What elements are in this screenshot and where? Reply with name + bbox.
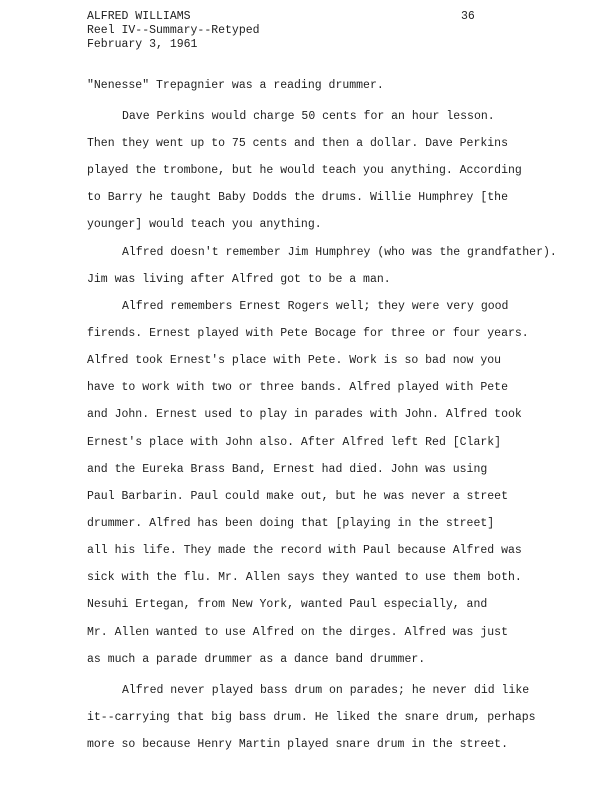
header-date: February 3, 1961 (87, 38, 198, 51)
header-reel: Reel IV--Summary--Retyped (87, 24, 260, 37)
text-line: and John. Ernest used to play in parades with John. Alfred took (87, 408, 522, 421)
text-line: it--carrying that big bass drum. He liked the snare drum, perhaps (87, 711, 536, 724)
text-line: Mr. Allen wanted to use Alfred on the dirges. Alfred was just (87, 626, 508, 639)
text-line: all his life. They made the record with Paul because Alfred was (87, 544, 522, 557)
text-line: Alfred took Ernest's place with Pete. Work is so bad now you (87, 354, 502, 367)
text-line: Alfred remembers Ernest Rogers well; they were very good (122, 300, 509, 313)
header-name: ALFRED WILLIAMS (87, 10, 191, 23)
text-line: firends. Ernest played with Pete Bocage for three or four years. (87, 327, 529, 340)
text-line: Alfred never played bass drum on parades; he never did like (122, 684, 530, 697)
text-line: Dave Perkins would charge 50 cents for an hour lesson. (122, 110, 495, 123)
text-line: played the trombone, but he would teach you anything. According (87, 164, 522, 177)
text-line: Alfred doesn't remember Jim Humphrey (who was the grandfather). (122, 246, 557, 259)
text-line: have to work with two or three bands. Alfred played with Pete (87, 381, 508, 394)
text-line: Ernest's place with John also. After Alfred left Red [Clark] (87, 436, 502, 449)
text-line: to Barry he taught Baby Dodds the drums. Willie Humphrey [the (87, 191, 508, 204)
page-number: 36 (461, 10, 475, 23)
text-line: drummer. Alfred has been doing that [playing in the street] (87, 517, 495, 530)
text-line: younger] would teach you anything. (87, 218, 322, 231)
text-line: as much a parade drummer as a dance band drummer. (87, 653, 426, 666)
text-line: more so because Henry Martin played snare drum in the street. (87, 738, 508, 751)
text-line: Then they went up to 75 cents and then a dollar. Dave Perkins (87, 137, 508, 150)
text-line: Nesuhi Ertegan, from New York, wanted Paul especially, and (87, 598, 488, 611)
text-line: sick with the flu. Mr. Allen says they wanted to use them both. (87, 571, 522, 584)
text-line: Jim was living after Alfred got to be a man. (87, 273, 391, 286)
text-line: "Nenesse" Trepagnier was a reading drummer. (87, 79, 384, 92)
text-line: and the Eureka Brass Band, Ernest had died. John was using (87, 463, 488, 476)
text-line: Paul Barbarin. Paul could make out, but he was never a street (87, 490, 508, 503)
document-header (87, 10, 260, 52)
